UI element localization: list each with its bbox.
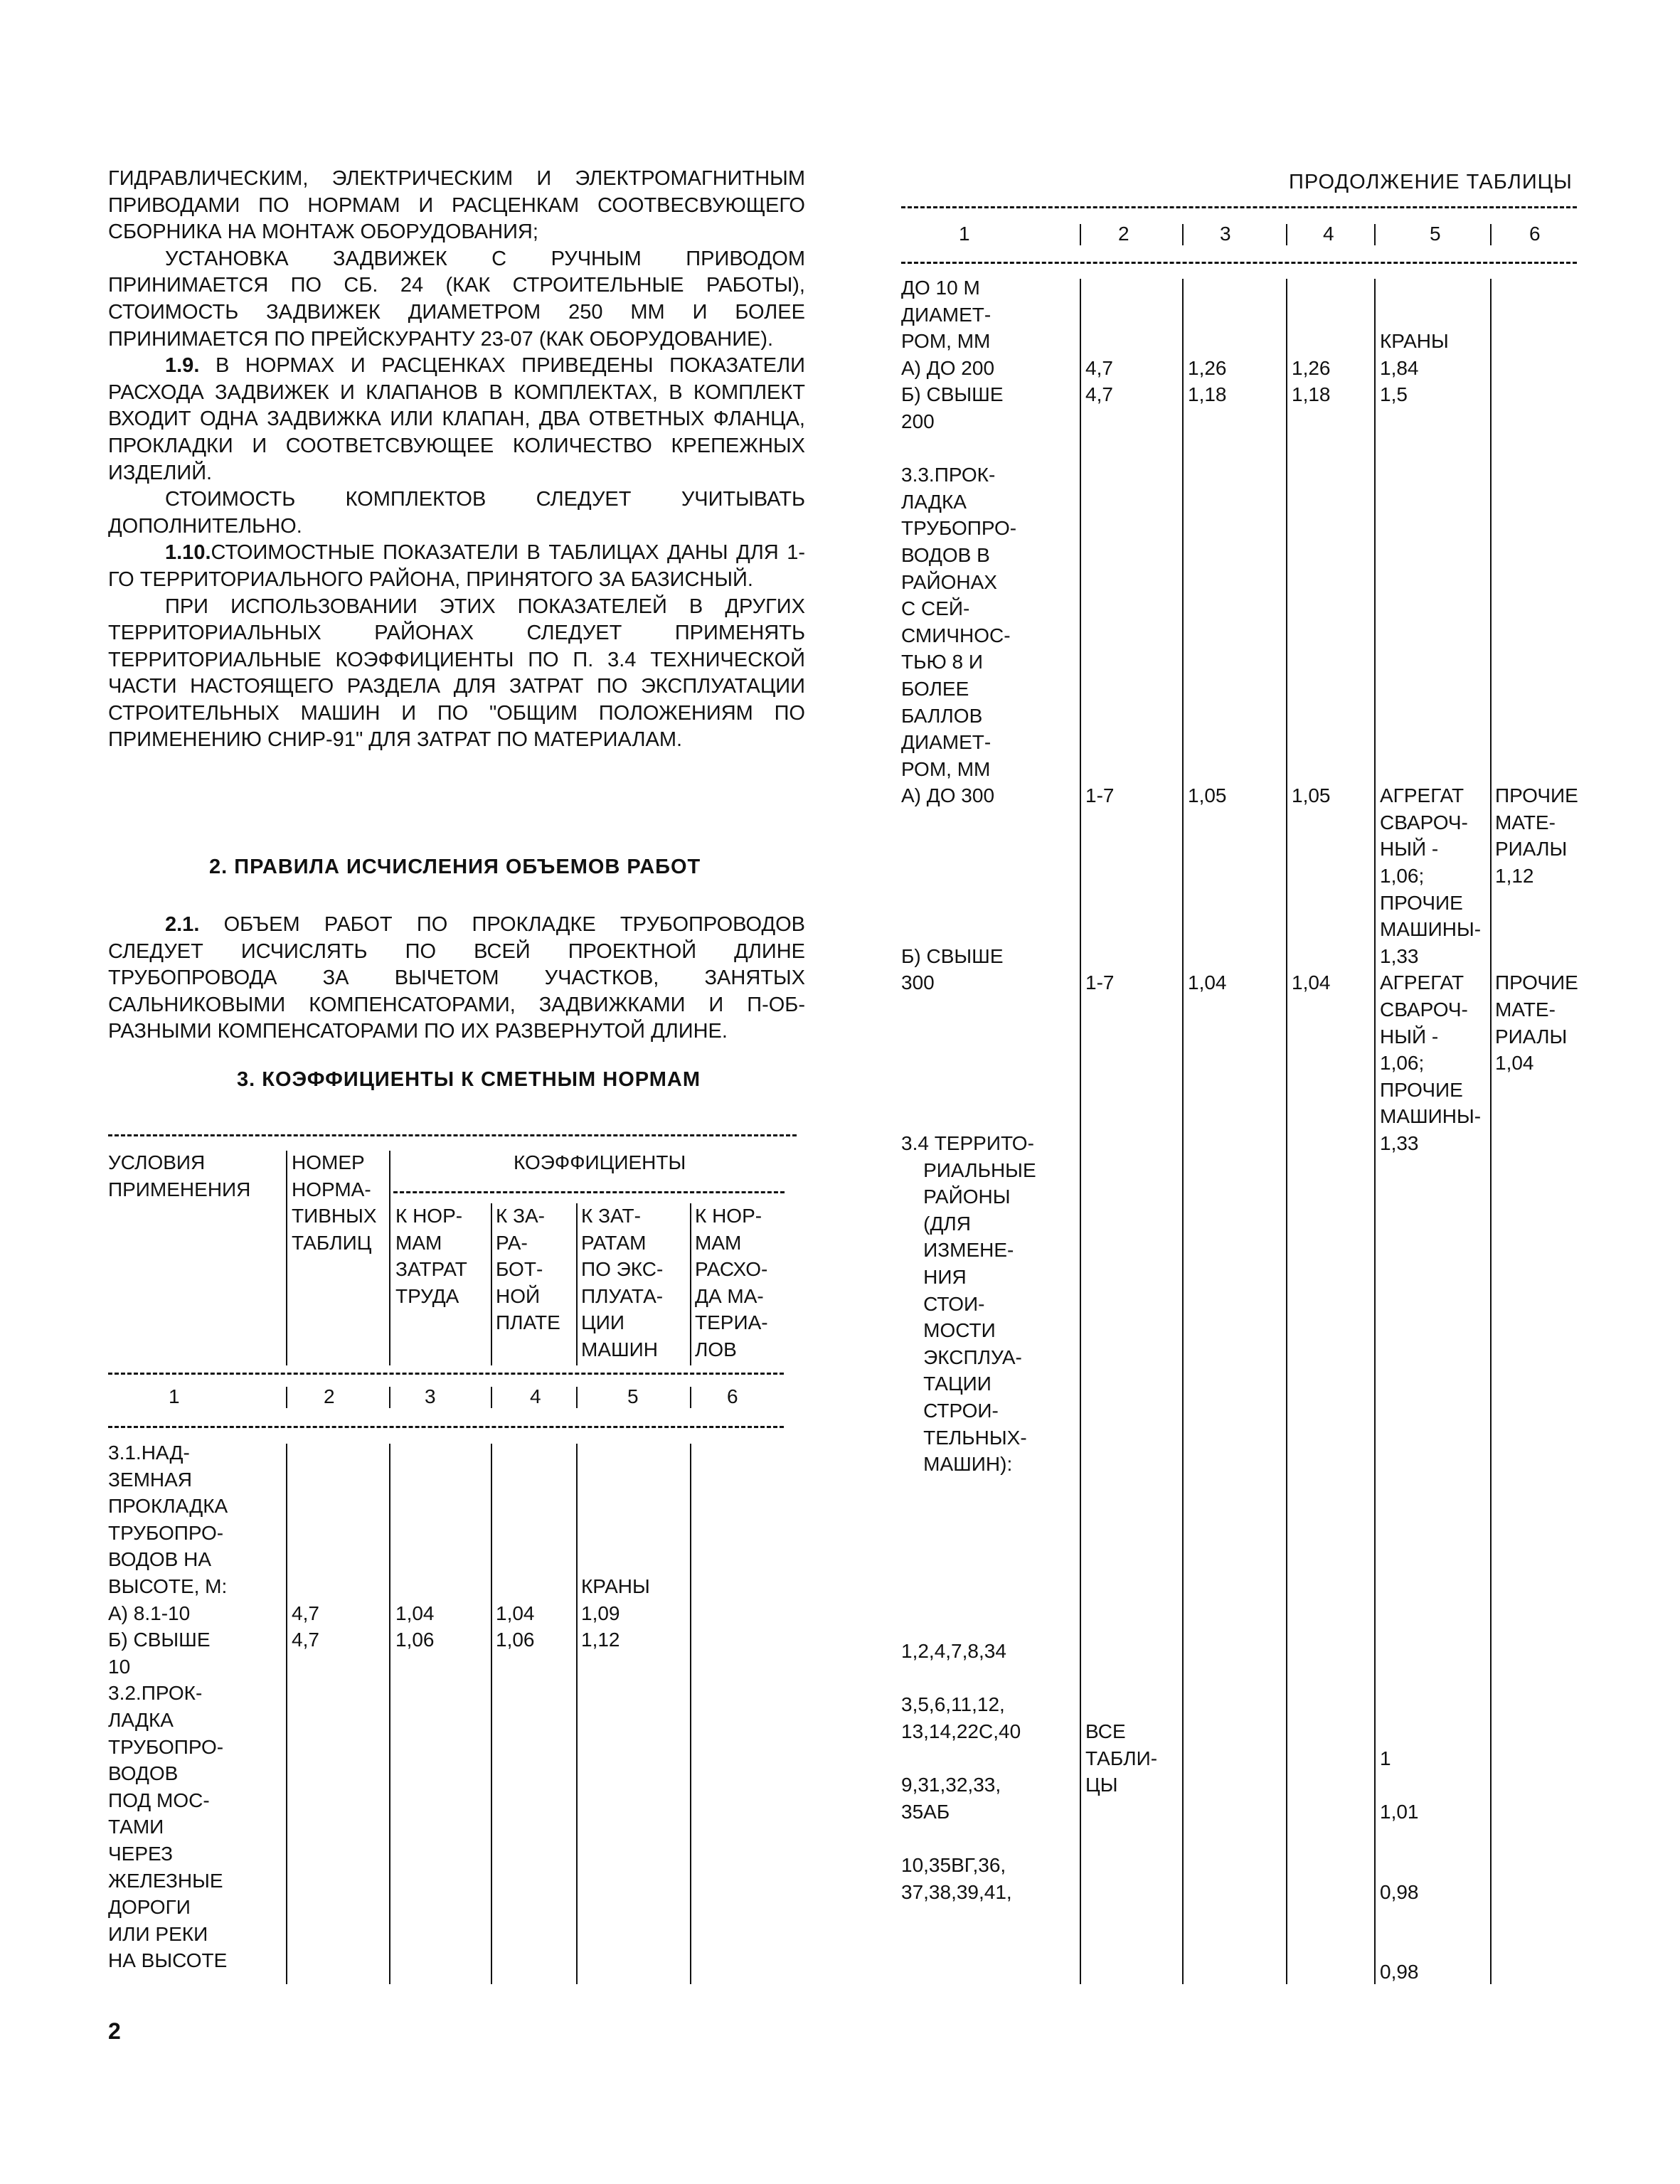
col-divider [1286,224,1287,245]
paragraph-7: 2.1. ОБЪЕМ РАБОТ ПО ПРОКЛАДКЕ ТРУБОПРОВОДОВ СЛЕДУЕТ ИСЧИСЛЯТЬ ПО ВСЕЙ ПРОЕКТНОЙ ДЛИНЕ ТРУБОПРОВОДА ЗА ВЫЧЕТОМ УЧАСТКОВ, ЗАНЯТЫХ САЛЬНИКОВЫМИ КОМПЕНСАТОРАМИ, ЗАДВИЖКАМИ И П-ОБ- РАЗНЫМИ КОМПЕНСАТОРАМИ ПО ИХ РАЗВЕРНУТОЙ ДЛИНЕ. [108,913,805,1043]
col-divider [286,1387,287,1408]
section-2-title: 2. ПРАВИЛА ИСЧИСЛЕНИЯ ОБЪЕМОВ РАБОТ [209,856,701,878]
col-number: 2 [1118,223,1129,245]
header-coefficients: КОЭФФИЦИЕНТЫ [514,1151,686,1173]
clause-number: 1.9. [165,354,200,378]
col-divider [1490,224,1492,245]
table-col-labor: 1,04 1,06 [395,1602,435,1651]
page-number: 2 [108,2018,121,2044]
table-col-labor: 1,26 1,18 1,05 1,04 [1188,356,1227,994]
col-number: 6 [727,1385,738,1407]
col-divider [389,1387,390,1408]
table-continuation-caption: ПРОДОЛЖЕНИЕ ТАБЛИЦЫ [1289,171,1573,193]
col-divider [690,1203,691,1365]
paragraph-3: 1.9. В НОРМАХ И РАСЦЕНКАХ ПРИВЕДЕНЫ ПОКАЗАТЕЛИ РАСХОДА ЗАДВИЖЕК И КЛАПАНОВ В КОМПЛЕКТАХ, В КОМПЛЕКТ ВХОДИТ ОДНА ЗАДВИЖКА ИЛИ КЛАПАН, ДВА ОТВЕТНЫХ ФЛАНЦА, ПРОКЛАДКИ И СООТВЕТСВУЮЩЕЕ КОЛИЧЕСТВО КРЕПЕЖНЫХ ИЗДЕЛИЙ. [108,354,805,484]
col-number: 1 [169,1385,180,1407]
table-col-norm-number: 4,7 4,7 [292,1602,319,1651]
paragraph-1: ГИДРАВЛИЧЕСКИМ, ЭЛЕКТРИЧЕСКИМ И ЭЛЕКТРОМАГНИТНЫМ ПРИВОДАМИ ПО НОРМАМ И РАСЦЕНКАМ СООТВЕСВУЮЩЕГО СБОРНИКА НА МОНТАЖ ОБОРУДОВАНИЯ; [108,167,805,244]
col-number: 4 [530,1385,541,1407]
col-number: 4 [1323,223,1334,245]
col-number: 3 [425,1385,436,1407]
table-rule [108,1426,784,1428]
col-number: 2 [324,1385,335,1407]
col-divider [491,1387,492,1408]
table-col-wages: 1,26 1,18 1,05 1,04 [1292,356,1331,994]
col-divider [491,1444,492,1984]
paragraph-2: УСТАНОВКА ЗАДВИЖЕК С РУЧНЫМ ПРИВОДОМ ПРИНИМАЕТСЯ ПО СБ. 24 (КАК СТРОИТЕЛЬНЫЕ РАБОТЫ), СТОИМОСТЬ ЗАДВИЖЕК ДИАМЕТРОМ 250 ММ И БОЛЕЕ ПРИНИМАЕТСЯ ПО ПРЕЙСКУРАНТУ 23-07 (КАК ОБОРУДОВАНИЕ). [108,247,805,351]
col-divider [1182,224,1184,245]
table-col-wages: 1,04 1,06 [496,1602,535,1651]
table-col-conditions: 3.1.НАД- ЗЕМНАЯ ПРОКЛАДКА ТРУБОПРО- ВОДОВ НА ВЫСОТЕ, М: А) 8.1-10 Б) СВЫШЕ 10 3.2.ПРОК- ЛАДКА ТРУБОПРО- ВОДОВ ПОД МОС- ТАМИ ЧЕРЕЗ ЖЕЛЕЗНЫЕ ДОРОГИ ИЛИ РЕКИ НА ВЫСОТЕ [108,1442,228,1972]
col-divider [1374,224,1376,245]
section-2-text [108,912,805,1045]
paragraph-5: 1.10.СТОИМОСТНЫЕ ПОКАЗАТЕЛИ В ТАБЛИЦАХ ДАНЫ ДЛЯ 1-ГО ТЕРРИТОРИАЛЬНОГО РАЙОНА, ПРИНЯТОГО ЗА БАЗИСНЫЙ. [108,541,805,591]
col-divider [576,1203,578,1365]
col-number: 1 [959,223,970,245]
table-col-norm-number: 4,7 4,7 1-7 1-7 ВСЕ ТАБЛИ- ЦЫ [1085,356,1158,1796]
col-divider [1182,279,1184,1984]
clause-number: 1.10. [165,541,211,565]
col-divider [389,1444,390,1984]
header-norm-number: НОМЕР НОРМА- ТИВНЫХ ТАБЛИЦ [292,1151,377,1254]
table-rule [901,262,1577,264]
header-labor: К НОР- МАМ ЗАТРАТ ТРУДА [395,1205,467,1307]
col-divider [576,1444,578,1984]
intro-text [108,166,805,754]
col-divider [1080,279,1081,1984]
col-divider [690,1444,691,1984]
col-number: 3 [1220,223,1231,245]
col-divider [286,1444,287,1984]
clause-number: 2.1. [165,913,200,936]
col-divider [1080,224,1081,245]
table-rule [108,1134,797,1136]
table-col-conditions: ДО 10 М ДИАМЕТ- РОМ, ММ А) ДО 200 Б) СВЫШЕ 200 3.3.ПРОК- ЛАДКА ТРУБОПРО- ВОДОВ В РАЙОНАХ С СЕЙ- СМИЧНОС- ТЬЮ 8 И БОЛЕЕ БАЛЛОВ ДИАМЕТ- РОМ, ММ А) ДО 300 Б) СВЫШЕ 300 3.4 ТЕРРИТО- РИАЛЬНЫЕ РАЙОНЫ (ДЛЯ ИЗМЕНЕ- НИЯ СТОИ- МОСТИ ЭКСПЛУА- ТАЦИИ СТРОИ- ТЕЛЬНЫХ- МАШИН): 1,2,4,7,8,34 3,5,6,11,12, 13,14,22С,40 9,31,32,33, 35АБ 10,35ВГ,36, 37,38,39,41, [901,277,1036,1903]
col-number: 5 [1430,223,1441,245]
header-machines: К ЗАТ- РАТАМ ПО ЭКС- ПЛУАТА- ЦИИ МАШИН [581,1205,664,1360]
col-divider [286,1151,287,1365]
table-rule [108,1373,784,1375]
table-col-machines: КРАНЫ 1,84 1,5 АГРЕГАТ СВАРОЧ- НЫЙ - 1,06; ПРОЧИЕ МАШИНЫ- 1,33 АГРЕГАТ СВАРОЧ- НЫЙ - 1,06; ПРОЧИЕ МАШИНЫ- 1,33 1 1,01 0,98 0,98 [1380,330,1482,1983]
table-rule [901,206,1577,208]
col-divider [1286,279,1287,1984]
col-number: 5 [627,1385,639,1407]
header-wages: К ЗА- РА- БОТ- НОЙ ПЛАТЕ [496,1205,560,1334]
table-col-machines: КРАНЫ 1,09 1,12 [581,1575,650,1651]
paragraph-6: ПРИ ИСПОЛЬЗОВАНИИ ЭТИХ ПОКАЗАТЕЛЕЙ В ДРУГИХ ТЕРРИТОРИАЛЬНЫХ РАЙОНАХ СЛЕДУЕТ ПРИМЕНЯТЬ ТЕРРИТОРИАЛЬНЫЕ КОЭФФИЦИЕНТЫ ПО П. 3.4 ТЕХНИЧЕСКОЙ ЧАСТИ НАСТОЯЩЕГО РАЗДЕЛА ДЛЯ ЗАТРАТ ПО ЭКСПЛУАТАЦИИ СТРОИТЕЛЬНЫХ МАШИН И ПО "ОБЩИМ ПОЛОЖЕНИЯМ ПО ПРИМЕНЕНИЮ СНИР-91" ДЛЯ ЗАТРАТ ПО МАТЕРИАЛАМ. [108,595,805,752]
header-conditions: УСЛОВИЯ ПРИМЕНЕНИЯ [108,1151,251,1200]
col-divider [576,1387,578,1408]
col-divider [1374,279,1376,1984]
header-materials: К НОР- МАМ РАСХО- ДА МА- ТЕРИА- ЛОВ [695,1205,768,1360]
table-col-materials: ПРОЧИЕ МАТЕ- РИАЛЫ 1,12 ПРОЧИЕ МАТЕ- РИАЛЫ 1,04 [1495,784,1578,1075]
col-divider [491,1203,492,1365]
col-divider [1490,279,1492,1984]
paragraph-4: СТОИМОСТЬ КОМПЛЕКТОВ СЛЕДУЕТ УЧИТЫВАТЬ ДОПОЛНИТЕЛЬНО. [108,488,805,538]
col-number: 6 [1529,223,1541,245]
section-3-title: 3. КОЭФФИЦИЕНТЫ К СМЕТНЫМ НОРМАМ [237,1068,701,1091]
col-divider [389,1151,390,1365]
header-rule [393,1191,785,1193]
col-divider [690,1387,691,1408]
